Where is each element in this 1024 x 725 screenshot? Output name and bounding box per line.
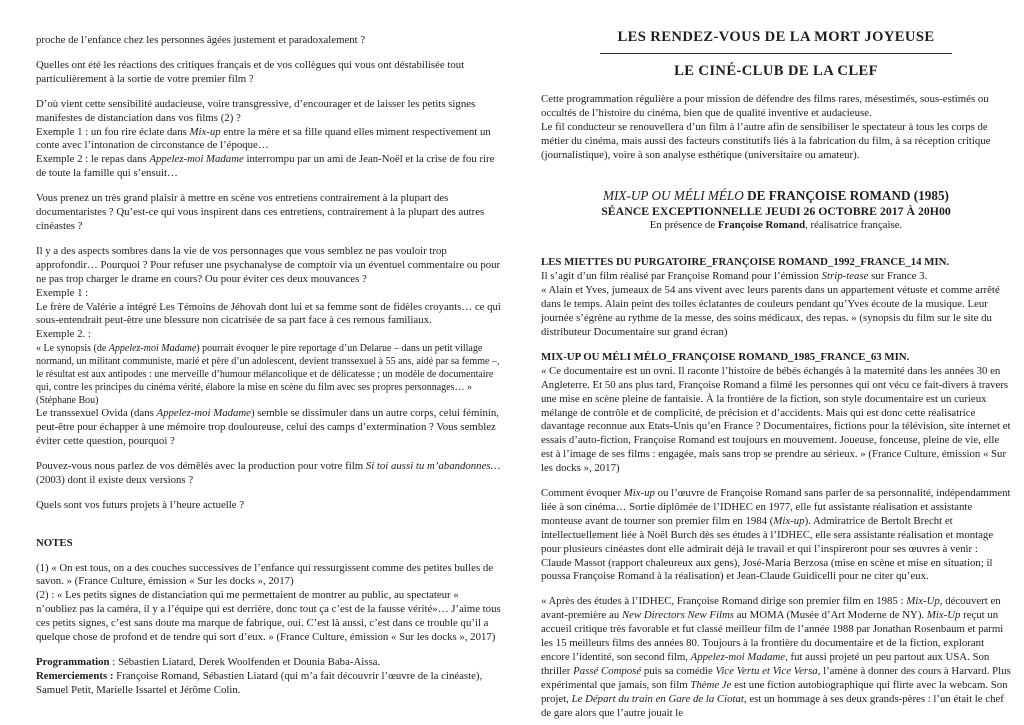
text-run: est une fiction autobiographique qui flirte avec la webcam. Son projet, (541, 678, 1008, 705)
italic-text-run: Mix-up (623, 487, 655, 500)
paragraph (541, 595, 1011, 720)
italic-text-run: Appelez-moi Madame (690, 651, 786, 663)
paragraph (36, 287, 502, 301)
bold-text-run: SÉANCE EXCEPTIONNELLE JEUDI 26 OCTOBRE 2017 À 20H00 (601, 203, 951, 218)
italic-text-run: Vice Vertu et Vice Versa (715, 664, 818, 677)
italic-text-run: Mix-Up (926, 609, 961, 622)
text-run: , est un hommage à ses deux grands-pères : l’un était le chef de gare alors que l’autre jouait le (541, 692, 1004, 719)
paragraph (36, 34, 502, 48)
notes-heading (36, 537, 502, 551)
title-divider (600, 53, 953, 54)
paragraph (36, 460, 502, 488)
italic-text-run: New Directors New Films (621, 609, 735, 622)
text-run: : Sébastien Liatard, Derek Woolfenden et Dounia Baba-Aissa. (109, 656, 381, 668)
text-run: Exemple 2 : le repas dans (36, 153, 150, 166)
paragraph (36, 342, 502, 407)
text-run: , réalisatrice française. (805, 218, 903, 231)
left-page-column (36, 34, 502, 698)
text-run: En présence de (649, 218, 718, 231)
italic-text-run: Thème Je (690, 678, 732, 691)
text-run: ) pourrait évoquer le pire reportage d’un Delarue – dans un petit village normand, un militant communiste, marié et père d’un adolescent, devient transsexuel à 55 ans, aidé par sa femme –, le résultat est aux antipodes : une merveille d’humour mélancolique et de délicatesse ; un modèle de documentaire qui, contre les principes du cinéma vérité, élabore la mise en scène du film avec ses propres personnages… » (Stéphane Bou) (36, 343, 500, 407)
italic-text-run: Si toi aussi tu m’abandonnes… (365, 459, 501, 472)
paragraph (36, 301, 502, 329)
page-subtitle: LE CINÉ-CLUB DE LA CLEF (674, 63, 878, 79)
text-run: D’où vient cette sensibilité audacieuse, voire transgressive, d’encourager et de laisser les petits signes manifestes de distanciation dans vos films (2) ? (36, 97, 476, 124)
remerciements-line (36, 670, 502, 698)
italic-text-run: MIX-UP OU MÉLI MÉLO (603, 187, 748, 203)
paragraph (36, 328, 502, 342)
bold-text-run: NOTES (36, 536, 73, 549)
text-run: (2003) dont il existe deux versions ? (36, 473, 194, 486)
italic-text-run: Mix-up (773, 514, 805, 527)
bold-text-run: LES MIETTES DU PURGATOIRE_FRANÇOISE ROMAND_1992_FRANCE_14 MIN. (541, 256, 950, 269)
italic-text-run: Strip-tease (821, 270, 869, 283)
text-run: Quelles ont été les réactions des critiques français et de vos collègues qui vous ont déstabilisée tout particulièrement à la sortie de votre premier film ? (36, 58, 465, 85)
text-run: reçut un accueil critique très favorable et fut classé meilleur film de l’année 1988 par Jonathan Rosenbaum et parmi les 15 meilleurs films des années 80. Toujours à la frontière du documentaire et de la fiction, explorant encore l’identité, son second film, (541, 609, 1004, 663)
note-2 (36, 589, 502, 645)
text-run: au MOMA (Musée d’Art Moderne de NY). (734, 609, 927, 622)
text-run: « Alain et Yves, jumeaux de 54 ans vivent avec leurs parents dans un appartement vétuste et comme arrêté dans le temps. Alain peint des toiles éclatantes de couleurs pendant qu’Yves écoute de la musique. Leur journée s’égrène au rythme de la messe, des soins médicaux, des repas. » (synopsis du film sur le site du distributeur Documentaire sur grand écran) (541, 284, 1000, 338)
text-run: Cette programmation régulière a pour mission de défendre des films rares, mésestimés, sous-estimés ou occultés de l’histoire du cinéma, bien que de qualité inventive et audacieuse. (541, 93, 989, 119)
text-run: « Le synopsis (de (36, 343, 109, 355)
text-run: Exemple 1 : (36, 286, 89, 299)
paragraph (36, 98, 502, 126)
text-run: Comment évoquer (541, 487, 624, 500)
event-title (541, 187, 1011, 204)
bold-text-run: Françoise Romand (717, 218, 806, 231)
italic-text-run: Mix-up (189, 125, 221, 138)
text-run: sur France 3. (868, 270, 928, 283)
paragraph (36, 499, 502, 513)
text-run: Exemple 2. : (36, 328, 91, 341)
programmation-line (36, 656, 502, 670)
text-run: puis sa comédie (641, 664, 716, 677)
paragraph (36, 126, 502, 154)
right-page-column (541, 24, 1011, 721)
italic-text-run: Appelez-moi Madame (156, 407, 251, 420)
text-run: Exemple 1 : un fou rire éclate dans (36, 125, 190, 138)
text-run: Vous prenez un très grand plaisir à mettre en scène vos entretiens contrairement à la plupart des documentaristes ? Qu’est-ce qui vous inspirent dans ces entretiens, contrairement à la plupart des autres cinéastes ? (36, 192, 485, 232)
paragraph (541, 270, 1011, 284)
text-run: Françoise Romand, Sébastien Liatard (qui m’a fait découvrir l’œuvre de la cinéaste), Samuel Petit, Marielle Issartel et Jérôme Colin. (36, 669, 483, 696)
text-run: ). Admiratrice de Bertolt Brecht et intellectuellement liée à Noël Burch dès ses études à l’IDHEC, elle sera assistante réalisation et montage pour plusieurs cinéastes dont elle admirait déjà le travail et qui l’inspireront pour ses œuvres à venir : Claude Massot (rapport chaleureux aux gens), José-Maria Berzosa (mise en scène et mise en situation; il poussa Françoise Romand à la réalisation) et Jean-Claude Guidicelli pour ne citer qu’eux. (541, 514, 994, 583)
event-datetime (541, 204, 1011, 219)
paragraph (36, 192, 502, 234)
text-run: (1) « On est tous, on a des couches successives de l’enfance qui ressurgissent comme des petites bulles de savon. » (France Culture, émission « Sur les docks », 2017) (36, 561, 494, 588)
right-page-body (541, 93, 1011, 721)
italic-text-run: Le Départ du train en Gare de la Ciotat (571, 692, 744, 705)
film-heading (541, 351, 1011, 365)
italic-text-run: Mix-Up (906, 595, 940, 608)
paragraph (36, 245, 502, 287)
paragraph (36, 153, 502, 181)
text-run: « Ce documentaire est un ovni. Il raconte l’histoire de bébés échangés à la maternité dans les années 30 en Angleterre. Et 50 ans plus tard, Françoise Romand a filmé les personnes qui ont vécu ce fait-divers à travers une mise en scène pleine de fantaisie. À la frontière de la fiction, son style documentaire est un curieux mélange de contrôle et de complicité, de précision et d’accidents. Mais qui est donc cette réalisatrice davantage reconnue aux Etats-Unis qu’en France ? Documentaires, fictions pour la télévision, site internet et essais d’auto-fiction, Françoise Romand est toujours en mouvement. Joueuse, fonceuse, pleine de vie, elle est à l’image de ses films : engagée, mais sans trop se prendre au sérieux. » (France Culture, émission « Sur les docks », 2017) (541, 364, 1011, 475)
text-run: Le frère de Valérie a intégré Les Témoins de Jéhovah dont lui et sa femme sont de fidèles croyants… ce qui sous-entendrait peut-être une blessure non cicatrisée de sa part face à ces remous familiaux. (36, 300, 501, 327)
text-run: Il y a des aspects sombres dans la vie de vos personnages que vous semblez ne pas vouloir trop approfondir… Pourquoi ? Pour refuser une psychanalyse de comptoir via un éventuel commentaire ou pour ne pas trop charger le drame en cours? Ou pour éviter ces deux mouvances ? (36, 244, 501, 285)
text-run: ou l’œuvre de Françoise Romand sans parler de sa personnalité, indépendamment liée à son cinéma… Sortie diplômée de l’IDHEC en 1977, elle fut assistante réalisation et assistante monteuse avant de tourner son premier film en 1984 ( (541, 487, 1011, 527)
bold-text-run: DE FRANÇOISE ROMAND (1985) (747, 187, 949, 203)
text-run: Quels sont vos futurs projets à l’heure actuelle ? (36, 498, 245, 511)
paragraph (541, 365, 1011, 476)
event-guest (541, 219, 1011, 233)
text-run: , fut aussi projeté un peu partout aux USA. Son thriller (541, 651, 990, 677)
text-run: entre la mère et sa fille quand elles miment respectivement un conte avec l’intonation de circonstance de l’époque… (36, 125, 491, 152)
note-1 (36, 562, 502, 590)
text-run: Le transsexuel Ovida (dans (36, 407, 157, 420)
text-run: , l’amène à donner des cours à Harvard. Plus expérimental que jamais, son film (541, 664, 1011, 691)
text-run: ) semble se dissimuler dans un autre corps, celui féminin, peut-être pour échapper à une mémoire trop douloureuse, celui des camps d’extermination ? Vous semblez éviter cette question, pourquoi ? (36, 407, 499, 448)
italic-text-run: Appelez-moi Madame (149, 153, 244, 166)
paragraph (36, 407, 502, 449)
bold-text-run: MIX-UP OU MÉLI MÉLO_FRANÇOISE ROMAND_1985_FRANCE_63 MIN. (541, 350, 910, 363)
text-run: (2) : « Les petits signes de distanciation qui me permettaient de montrer au public, au spectateur « n’oubliez pas la caméra, il y a l’équipe qui est derrière, donc tout ça c’est de la fausse vérité»… J’aime tous ces petits signes, c’est sans doute ma marque de fabrique, oui. C’est là aussi, c’est dans ce trouble qu’il a quelque chose de profond et de tendre qui sort d’eux. » (France Culture, émission « Sur les docks », 2017) (36, 589, 501, 644)
film-heading (541, 256, 1011, 270)
text-run: Le fil conducteur se renouvellera d’un film à l’autre afin de sensibiliser le spectateur à tous les corps de métier du cinéma, mais aussi des facteurs constitutifs liés à la fabrication du film, à sa réception critique (journalistique), voire à son analyse esthétique (universitaire ou amateur). (541, 120, 991, 161)
text-run: interrompu par un ami de Jean-Noël et la crise de fou rire de toute la famille qui s’ensuit… (36, 153, 495, 180)
bold-text-run: Remerciements : (36, 669, 114, 682)
paragraph (541, 487, 1011, 584)
italic-text-run: Appelez-moi Madame (108, 343, 197, 355)
page-title: LES RENDEZ-VOUS DE LA MORT JOYEUSE (617, 29, 935, 45)
paragraph (541, 121, 1011, 163)
text-run: proche de l’enfance chez les personnes âgées justement et paradoxalement ? (36, 34, 366, 46)
italic-text-run: Passé Composé (573, 664, 642, 677)
text-run: Il s’agit d’un film réalisé par Françoise Romand pour l’émission (541, 270, 822, 283)
paragraph (36, 59, 502, 87)
text-run: « Après des études à l’IDHEC, Françoise Romand dirige son premier film en 1985 : (541, 595, 907, 608)
paragraph (541, 93, 1011, 121)
text-run: , découvert en avant-première au (541, 595, 1001, 622)
paragraph (541, 284, 1011, 340)
text-run: Pouvez-vous nous parlez de vos démêlés avec la production pour votre film (36, 459, 366, 472)
bold-text-run: Programmation (36, 656, 110, 668)
